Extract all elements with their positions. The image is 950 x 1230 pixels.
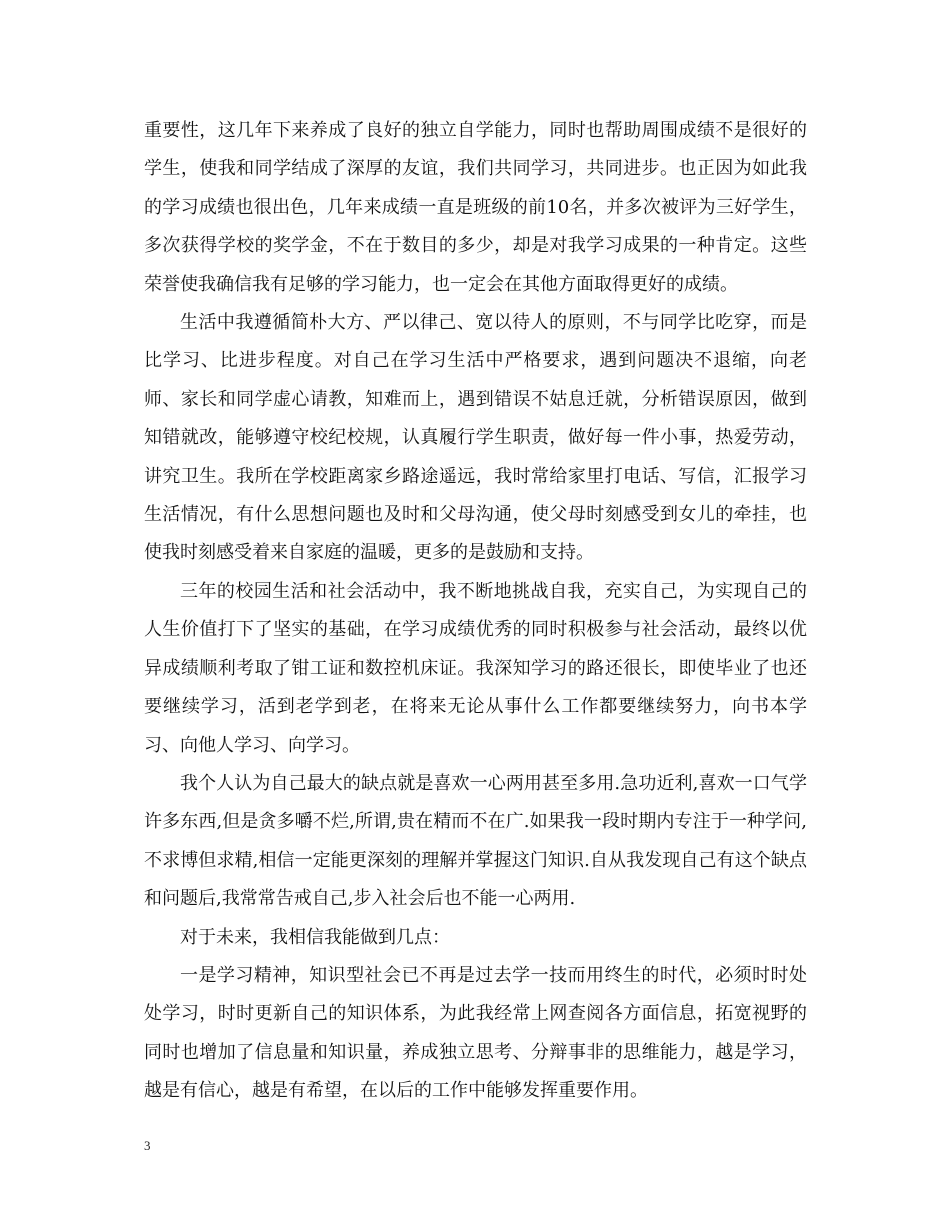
paragraph-campus-life: 三年的校园生活和社会活动中，我不断地挑战自我，充实自己，为实现自己的人生价值打下了坚实的基础，在学习成绩优秀的同时积极参与社会活动，最终以优异成绩顺利考取了钳工证和数控机床证。我深知学习的路还很长，即使毕业了也还要继续学习，活到老学到老，在将来无论从事什么工作都要继续努力，向书本学习、向他人学习、向学习。 [144, 580, 807, 756]
paragraph-future-intro: 对于未来，我相信我能做到几点： [180, 926, 450, 948]
paragraph-life-principles: 生活中我遵循简朴大方、严以律己、宽以待人的原则，不与同学比吃穿，而是比学习、比进步程度。对自己在学习生活中严格要求，遇到问题决不退缩，向老师、家长和同学虚心请教，知难而上，遇到错误不姑息迁就，分析错误原因，做到知错就改，能够遵守校纪校规，认真履行学生职责，做好每一件小事，热爱劳动，讲究卫生。我所在学校距离家乡路途遥远，我时常给家里打电话、写信，汇报学习生活情况，有什么思想问题也及时和父母沟通，使父母时刻感受到女儿的牵挂，也使我时刻感受着来自家庭的温暖，更多的是鼓励和支持。 [144, 312, 807, 564]
paragraph-continuation: 重要性，这几年下来养成了良好的独立自学能力，同时也帮助周围成绩不是很好的学生，使我和同学结成了深厚的友谊，我们共同学习，共同进步。也正因为如此我的学习成绩也很出色，几年来成绩一直是班级的前10名，并多次被评为三好学生，多次获得学校的奖学金，不在于数目的多少，却是对我学习成果的一种肯定。这些荣誉使我确信我有足够的学习能力，也一定会在其他方面取得更好的成绩。 [144, 120, 807, 295]
paragraph-learning-spirit: 一是学习精神，知识型社会已不再是过去学一技而用终生的时代，必须时时处处学习，时时更新自己的知识体系，为此我经常上网查阅各方面信息，拓宽视野的同时也增加了信息量和知识量，养成独立思考、分辩事非的思维能力，越是学习，越是有信心，越是有希望，在以后的工作中能够发挥重要作用。 [144, 964, 807, 1102]
document-body [144, 112, 807, 1111]
paragraph-shortcoming: 我个人认为自己最大的缺点就是喜欢一心两用甚至多用.急功近利,喜欢一口气学许多东西,但是贪多嚼不烂,所谓,贵在精而不在广.如果我一段时期内专注于一种学问,不求博但求精,相信一定能更深刻的理解并掌握这门知识.自从我发现自己有这个缺点和问题后,我常常告戒自己,步入社会后也不能一心两用. [144, 772, 807, 910]
page-number: 3 [144, 1138, 151, 1153]
